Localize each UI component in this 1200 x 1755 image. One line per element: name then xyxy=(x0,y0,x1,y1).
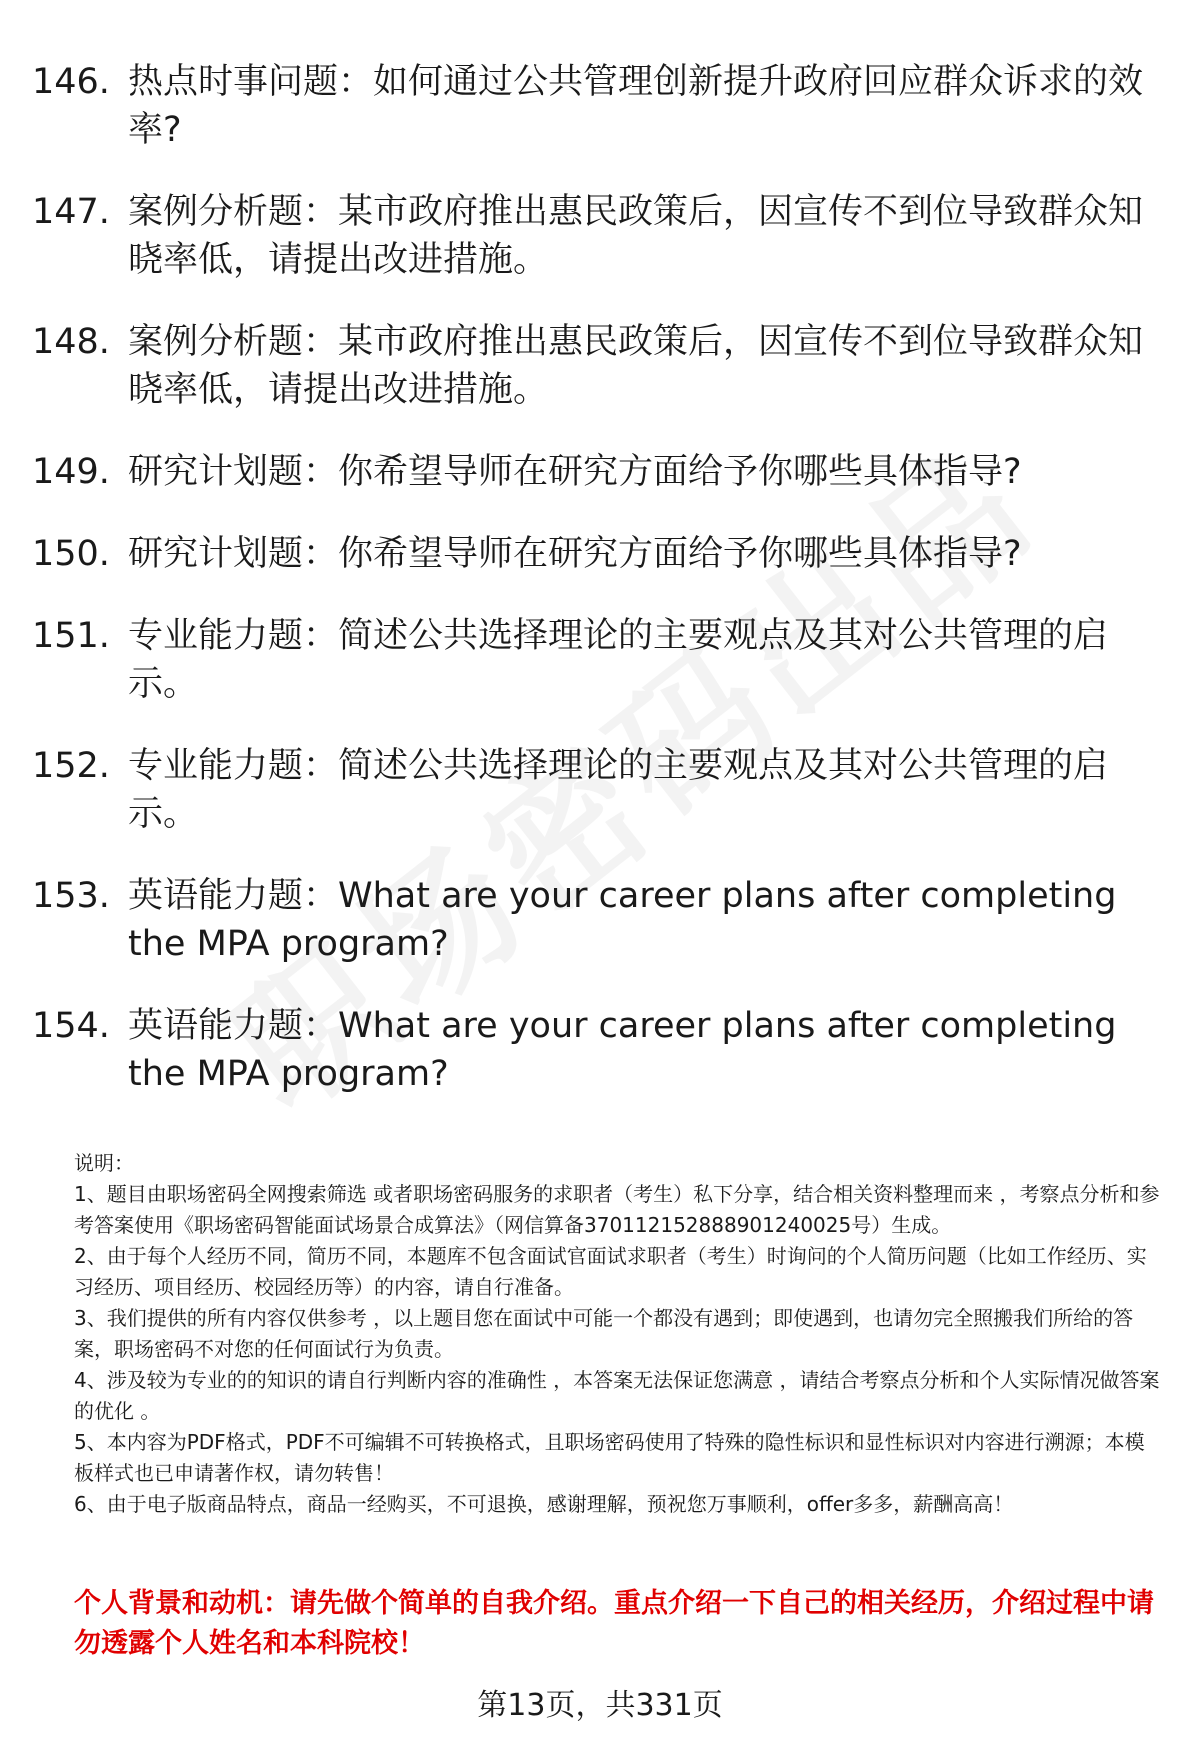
question-item xyxy=(32,872,1152,968)
question-number: 153. xyxy=(32,876,110,916)
question-text: 英语能力题：What are your career plans after completing the MPA program? xyxy=(128,1006,1117,1094)
question-item xyxy=(32,530,1152,578)
note-item: 6、由于电子版商品特点，商品一经购买，不可退换，感谢理解，预祝您万事顺利，offer多多，薪酬高高！ xyxy=(74,1492,1014,1516)
section-prompt: 个人背景和动机：请先做个简单的自我介绍。重点介绍一下自己的相关经历，介绍过程中请勿透露个人姓名和本科院校！ xyxy=(74,1588,1154,1659)
question-text: 专业能力题：简述公共选择理论的主要观点及其对公共管理的启示。 xyxy=(128,746,1109,834)
question-text: 案例分析题：某市政府推出惠民政策后，因宣传不到位导致群众知晓率低，请提出改进措施。 xyxy=(128,192,1144,280)
notes-section xyxy=(74,1148,1164,1520)
question-text: 热点时事问题：如何通过公共管理创新提升政府回应群众诉求的效率? xyxy=(128,62,1144,150)
question-item xyxy=(32,58,1152,154)
question-item xyxy=(32,742,1152,838)
question-item xyxy=(32,612,1152,708)
question-list xyxy=(32,58,1152,1132)
question-text: 案例分析题：某市政府推出惠民政策后，因宣传不到位导致群众知晓率低，请提出改进措施。 xyxy=(128,322,1144,410)
question-item xyxy=(32,1002,1152,1098)
question-item xyxy=(32,318,1152,414)
question-number: 152. xyxy=(32,746,110,786)
question-number: 146. xyxy=(32,62,110,102)
note-item: 2、由于每个人经历不同，简历不同，本题库不包含面试官面试求职者（考生）时询问的个人简历问题（比如工作经历、实习经历、项目经历、校园经历等）的内容，请自行准备。 xyxy=(74,1244,1147,1299)
page-number: 第13页，共331页 xyxy=(477,1688,723,1723)
question-number: 149. xyxy=(32,452,110,492)
question-text: 专业能力题：简述公共选择理论的主要观点及其对公共管理的启示。 xyxy=(128,616,1109,704)
question-item xyxy=(32,188,1152,284)
question-number: 148. xyxy=(32,322,110,362)
question-number: 151. xyxy=(32,616,110,656)
question-text: 研究计划题：你希望导师在研究方面给予你哪些具体指导? xyxy=(128,534,1022,574)
note-item: 1、题目由职场密码全网搜索筛选 或者职场密码服务的求职者（考生）私下分享，结合相关资料整理而来 ，考察点分析和参考答案使用《职场密码智能面试场景合成算法》（网信算备370112152888901240025号）生成。 xyxy=(74,1182,1160,1237)
question-item xyxy=(32,448,1152,496)
question-text: 研究计划题：你希望导师在研究方面给予你哪些具体指导? xyxy=(128,452,1022,492)
question-number: 154. xyxy=(32,1006,110,1046)
note-item: 3、我们提供的所有内容仅供参考 ，以上题目您在面试中可能一个都没有遇到；即使遇到，也请勿完全照搬我们所给的答案，职场密码不对您的任何面试行为负责。 xyxy=(74,1306,1134,1361)
note-item: 5、本内容为PDF格式，PDF不可编辑不可转换格式，且职场密码使用了特殊的隐性标识和显性标识对内容进行溯源；本模板样式也已申请著作权，请勿转售！ xyxy=(74,1430,1145,1485)
question-text: 英语能力题：What are your career plans after completing the MPA program? xyxy=(128,876,1117,964)
note-item: 4、涉及较为专业的的知识的请自行判断内容的准确性 ，本答案无法保证您满意 ，请结合考察点分析和个人实际情况做答案的优化 。 xyxy=(74,1368,1160,1423)
question-number: 147. xyxy=(32,192,110,232)
question-number: 150. xyxy=(32,534,110,574)
notes-heading: 说明： xyxy=(74,1151,134,1175)
